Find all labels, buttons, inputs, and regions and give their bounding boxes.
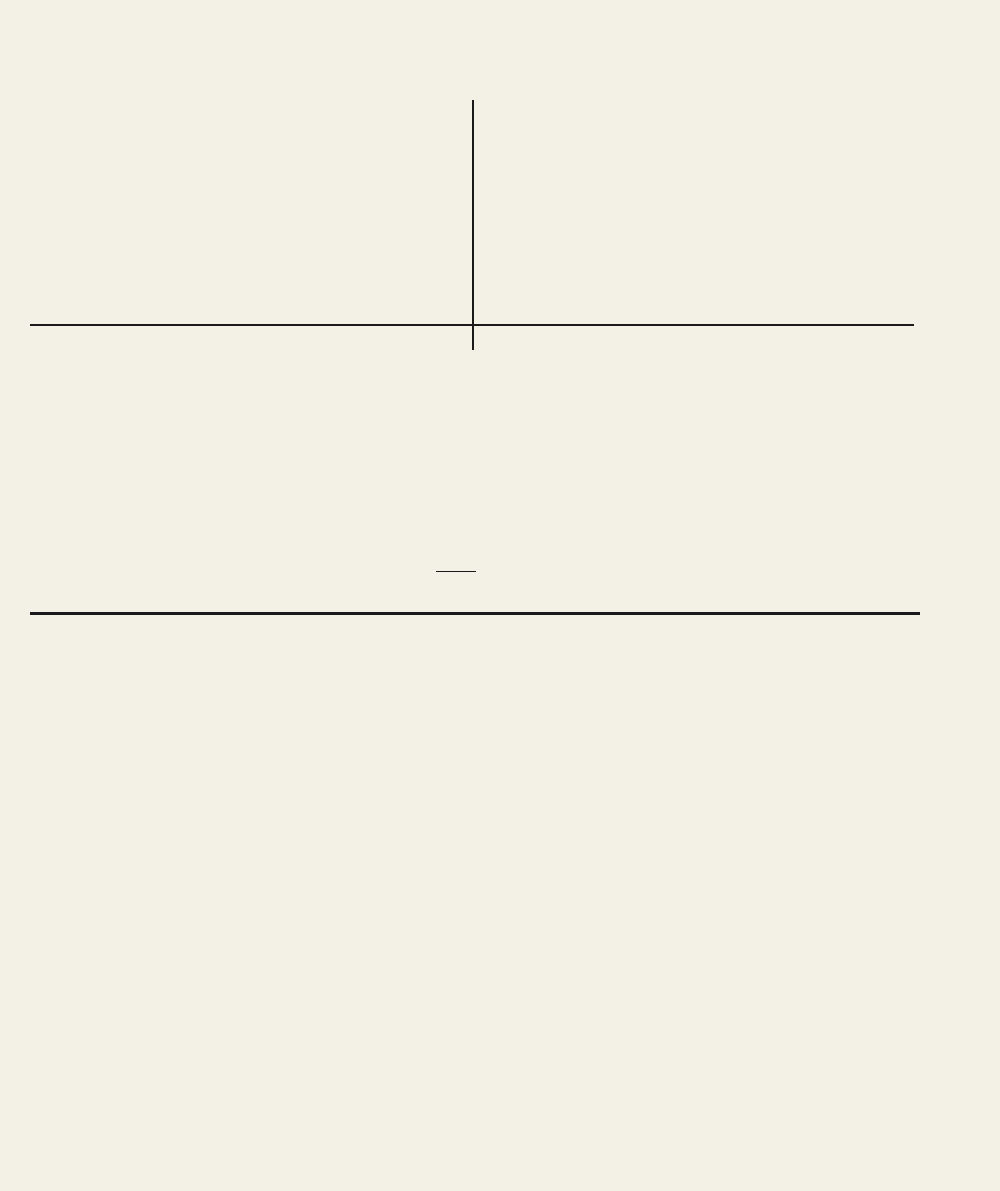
column-divider — [472, 100, 474, 350]
title-dash — [436, 571, 476, 572]
grain-top-rule — [30, 612, 920, 615]
